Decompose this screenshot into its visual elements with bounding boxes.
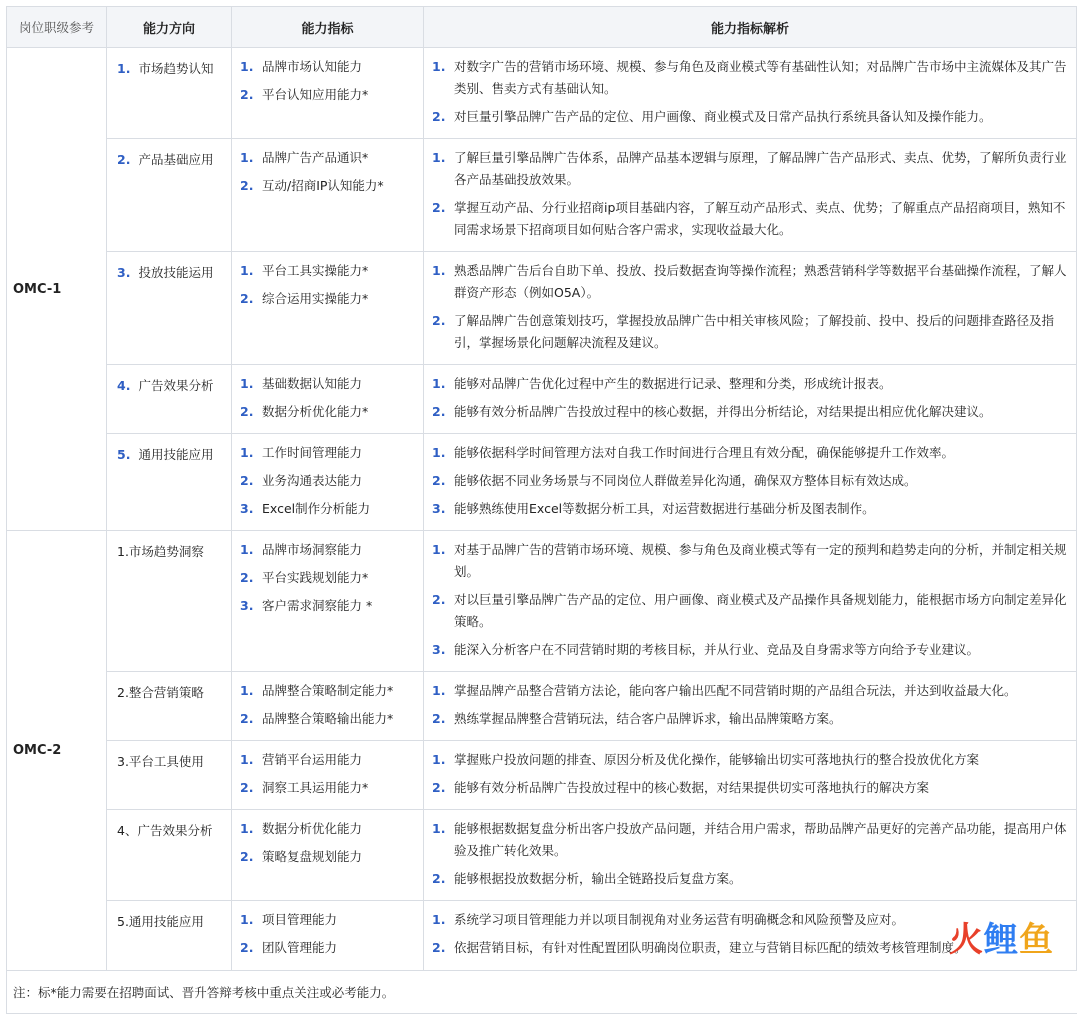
direction-label bbox=[117, 541, 225, 563]
direction-cell bbox=[107, 48, 232, 139]
analysis-item: 2. 对以巨量引擎品牌广告产品的定位、用户画像、商业模式及产品操作具备规划能力，能根据市场方向制定差异化策略。 bbox=[432, 589, 1070, 633]
direction-cell bbox=[107, 810, 232, 901]
direction-cell bbox=[107, 252, 232, 365]
table-body bbox=[7, 48, 1077, 971]
indicator-list bbox=[240, 56, 417, 106]
indicator-list bbox=[240, 147, 417, 197]
indicator-item: 2. 互动/招商IP认知能力* bbox=[240, 175, 417, 197]
analysis-item: 1. 能够对品牌广告优化过程中产生的数据进行记录、整理和分类，形成统计报表。 bbox=[432, 373, 1070, 395]
direction-cell bbox=[107, 434, 232, 531]
analysis-cell bbox=[424, 741, 1077, 810]
huoliyu-logo bbox=[949, 912, 1054, 961]
indicator-cell bbox=[232, 139, 424, 252]
logo-char-3: 鱼 bbox=[1019, 920, 1054, 960]
table-row bbox=[7, 741, 1077, 810]
analysis-item: 2. 了解品牌广告创意策划技巧，掌握投放品牌广告中相关审核风险；了解投前、投中、投后的问题排查路径及指引，掌握场景化问题解决流程及建议。 bbox=[432, 310, 1070, 354]
indicator-item: 2. 综合运用实操能力* bbox=[240, 288, 417, 310]
note-text: 注：标*能力需要在招聘面试、晋升答辩考核中重点关注或必考能力。 bbox=[7, 971, 1077, 1014]
analysis-item: 2. 能够根据投放数据分析，输出全链路投后复盘方案。 bbox=[432, 868, 1070, 890]
direction-label bbox=[117, 262, 225, 284]
table-row bbox=[7, 48, 1077, 139]
direction-number: 1. bbox=[117, 61, 131, 76]
indicator-list bbox=[240, 539, 417, 617]
indicator-cell bbox=[232, 901, 424, 971]
indicator-item: 2. 品牌整合策略输出能力* bbox=[240, 708, 417, 730]
analysis-cell bbox=[424, 434, 1077, 531]
analysis-list bbox=[432, 56, 1070, 128]
direction-name: 通用技能应用 bbox=[138, 447, 214, 462]
analysis-item: 1. 对基于品牌广告的营销市场环境、规模、参与角色及商业模式等有一定的预判和趋势走向的分析，并制定相关规划。 bbox=[432, 539, 1070, 583]
direction-number: 2. bbox=[117, 152, 131, 167]
analysis-item: 2. 掌握互动产品、分行业招商ip项目基础内容，了解互动产品形式、卖点、优势；了解重点产品招商项目，熟知不同需求场景下招商项目如何贴合客户需求，实现收益最大化。 bbox=[432, 197, 1070, 241]
indicator-item: 1. 数据分析优化能力 bbox=[240, 818, 417, 840]
header-analysis: 能力指标解析 bbox=[424, 7, 1077, 48]
analysis-list bbox=[432, 818, 1070, 890]
analysis-item: 1. 能够根据数据复盘分析出客户投放产品问题，并结合用户需求，帮助品牌产品更好的完善产品功能，提高用户体验及推广转化效果。 bbox=[432, 818, 1070, 862]
indicator-item: 2. 业务沟通表达能力 bbox=[240, 470, 417, 492]
direction-name: 4、广告效果分析 bbox=[117, 823, 213, 838]
analysis-item: 2. 能够依据不同业务场景与不同岗位人群做差异化沟通，确保双方整体目标有效达成。 bbox=[432, 470, 1070, 492]
competency-table bbox=[6, 6, 1077, 1014]
indicator-list bbox=[240, 373, 417, 423]
direction-cell bbox=[107, 365, 232, 434]
direction-name: 1.市场趋势洞察 bbox=[117, 544, 204, 559]
direction-name: 产品基础应用 bbox=[138, 152, 214, 167]
indicator-cell bbox=[232, 365, 424, 434]
indicator-list bbox=[240, 909, 417, 959]
indicator-item: 1. 品牌广告产品通识* bbox=[240, 147, 417, 169]
analysis-cell bbox=[424, 252, 1077, 365]
analysis-item: 1. 能够依据科学时间管理方法对自我工作时间进行合理且有效分配，确保能够提升工作效率。 bbox=[432, 442, 1070, 464]
analysis-item: 2. 能够有效分析品牌广告投放过程中的核心数据，对结果提供切实可落地执行的解决方案 bbox=[432, 777, 1070, 799]
analysis-item: 1. 掌握品牌产品整合营销方法论，能向客户输出匹配不同营销时期的产品组合玩法，并达到收益最大化。 bbox=[432, 680, 1070, 702]
indicator-list bbox=[240, 749, 417, 799]
direction-name: 2.整合营销策略 bbox=[117, 685, 204, 700]
analysis-list bbox=[432, 442, 1070, 520]
indicator-item: 3. 客户需求洞察能力 * bbox=[240, 595, 417, 617]
table-row bbox=[7, 139, 1077, 252]
header-direction: 能力方向 bbox=[107, 7, 232, 48]
level-cell: OMC-2 bbox=[7, 531, 107, 971]
analysis-cell bbox=[424, 48, 1077, 139]
header-level: 岗位职级参考 bbox=[7, 7, 107, 48]
analysis-list bbox=[432, 749, 1070, 799]
indicator-cell bbox=[232, 48, 424, 139]
indicator-item: 1. 工作时间管理能力 bbox=[240, 442, 417, 464]
analysis-item: 3. 能够熟练使用Excel等数据分析工具，对运营数据进行基础分析及图表制作。 bbox=[432, 498, 1070, 520]
indicator-cell bbox=[232, 741, 424, 810]
indicator-item: 1. 项目管理能力 bbox=[240, 909, 417, 931]
indicator-item: 2. 团队管理能力 bbox=[240, 937, 417, 959]
direction-label bbox=[117, 58, 225, 80]
analysis-cell bbox=[424, 139, 1077, 252]
direction-cell bbox=[107, 741, 232, 810]
indicator-item: 1. 基础数据认知能力 bbox=[240, 373, 417, 395]
direction-label bbox=[117, 682, 225, 704]
analysis-list bbox=[432, 147, 1070, 241]
indicator-list bbox=[240, 680, 417, 730]
indicator-item: 2. 平台认知应用能力* bbox=[240, 84, 417, 106]
indicator-item: 1. 品牌市场认知能力 bbox=[240, 56, 417, 78]
analysis-item: 1. 对数字广告的营销市场环境、规模、参与角色及商业模式等有基础性认知；对品牌广告市场中主流媒体及其广告类别、售卖方式有基础认知。 bbox=[432, 56, 1070, 100]
analysis-item: 1. 系统学习项目管理能力并以项目制视角对业务运营有明确概念和风险预警及应对。 bbox=[432, 909, 1070, 931]
indicator-cell bbox=[232, 252, 424, 365]
table-row bbox=[7, 434, 1077, 531]
indicator-item: 3. Excel制作分析能力 bbox=[240, 498, 417, 520]
analysis-list bbox=[432, 260, 1070, 354]
indicator-item: 2. 洞察工具运用能力* bbox=[240, 777, 417, 799]
direction-name: 广告效果分析 bbox=[138, 378, 214, 393]
direction-name: 投放技能运用 bbox=[138, 265, 214, 280]
direction-label bbox=[117, 149, 225, 171]
direction-cell bbox=[107, 672, 232, 741]
direction-cell bbox=[107, 139, 232, 252]
table-row bbox=[7, 672, 1077, 741]
direction-label bbox=[117, 751, 225, 773]
indicator-list bbox=[240, 442, 417, 520]
indicator-cell bbox=[232, 434, 424, 531]
analysis-list bbox=[432, 680, 1070, 730]
table-row bbox=[7, 252, 1077, 365]
analysis-list bbox=[432, 373, 1070, 423]
analysis-item: 2. 对巨量引擎品牌广告产品的定位、用户画像、商业模式及日常产品执行系统具备认知及操作能力。 bbox=[432, 106, 1070, 128]
table-row bbox=[7, 810, 1077, 901]
indicator-item: 1. 品牌市场洞察能力 bbox=[240, 539, 417, 561]
direction-number: 5. bbox=[117, 447, 131, 462]
direction-cell bbox=[107, 531, 232, 672]
table-header-row bbox=[7, 7, 1077, 48]
analysis-item: 1. 了解巨量引擎品牌广告体系，品牌产品基本逻辑与原理，了解品牌广告产品形式、卖点、优势，了解所负责行业各产品基础投放效果。 bbox=[432, 147, 1070, 191]
indicator-cell bbox=[232, 672, 424, 741]
direction-number: 3. bbox=[117, 265, 131, 280]
analysis-item: 1. 掌握账户投放问题的排查、原因分析及优化操作，能够输出切实可落地执行的整合投放优化方案 bbox=[432, 749, 1070, 771]
analysis-cell bbox=[424, 672, 1077, 741]
analysis-item: 2. 依据营销目标，有针对性配置团队明确岗位职责，建立与营销目标匹配的绩效考核管理制度。 bbox=[432, 937, 1070, 959]
direction-cell bbox=[107, 901, 232, 971]
indicator-item: 2. 数据分析优化能力* bbox=[240, 401, 417, 423]
indicator-item: 1. 营销平台运用能力 bbox=[240, 749, 417, 771]
direction-number: 4. bbox=[117, 378, 131, 393]
logo-char-1: 火 bbox=[949, 920, 984, 960]
analysis-cell bbox=[424, 365, 1077, 434]
direction-label bbox=[117, 911, 225, 933]
indicator-item: 1. 平台工具实操能力* bbox=[240, 260, 417, 282]
direction-name: 3.平台工具使用 bbox=[117, 754, 204, 769]
level-cell: OMC-1 bbox=[7, 48, 107, 531]
analysis-cell bbox=[424, 531, 1077, 672]
indicator-list bbox=[240, 260, 417, 310]
indicator-item: 1. 品牌整合策略制定能力* bbox=[240, 680, 417, 702]
indicator-item: 2. 策略复盘规划能力 bbox=[240, 846, 417, 868]
table-row bbox=[7, 901, 1077, 971]
direction-label bbox=[117, 375, 225, 397]
analysis-item: 2. 熟练掌握品牌整合营销玩法，结合客户品牌诉求，输出品牌策略方案。 bbox=[432, 708, 1070, 730]
indicator-list bbox=[240, 818, 417, 868]
indicator-cell bbox=[232, 531, 424, 672]
analysis-list bbox=[432, 539, 1070, 661]
analysis-item: 1. 熟悉品牌广告后台自助下单、投放、投后数据查询等操作流程；熟悉营销科学等数据平台基础操作流程，了解人群资产形态（例如O5A）。 bbox=[432, 260, 1070, 304]
analysis-cell bbox=[424, 810, 1077, 901]
logo-char-2: 鲤 bbox=[984, 920, 1019, 960]
indicator-cell bbox=[232, 810, 424, 901]
analysis-item: 2. 能够有效分析品牌广告投放过程中的核心数据，并得出分析结论，对结果提出相应优化解决建议。 bbox=[432, 401, 1070, 423]
analysis-item: 3. 能深入分析客户在不同营销时期的考核目标，并从行业、竞品及自身需求等方向给予专业建议。 bbox=[432, 639, 1070, 661]
direction-name: 市场趋势认知 bbox=[138, 61, 214, 76]
table-row bbox=[7, 365, 1077, 434]
header-indicator: 能力指标 bbox=[232, 7, 424, 48]
direction-name: 5.通用技能应用 bbox=[117, 914, 204, 929]
table-row bbox=[7, 531, 1077, 672]
indicator-item: 2. 平台实践规划能力* bbox=[240, 567, 417, 589]
direction-label bbox=[117, 444, 225, 466]
note-row bbox=[7, 971, 1077, 1014]
direction-label bbox=[117, 820, 225, 842]
